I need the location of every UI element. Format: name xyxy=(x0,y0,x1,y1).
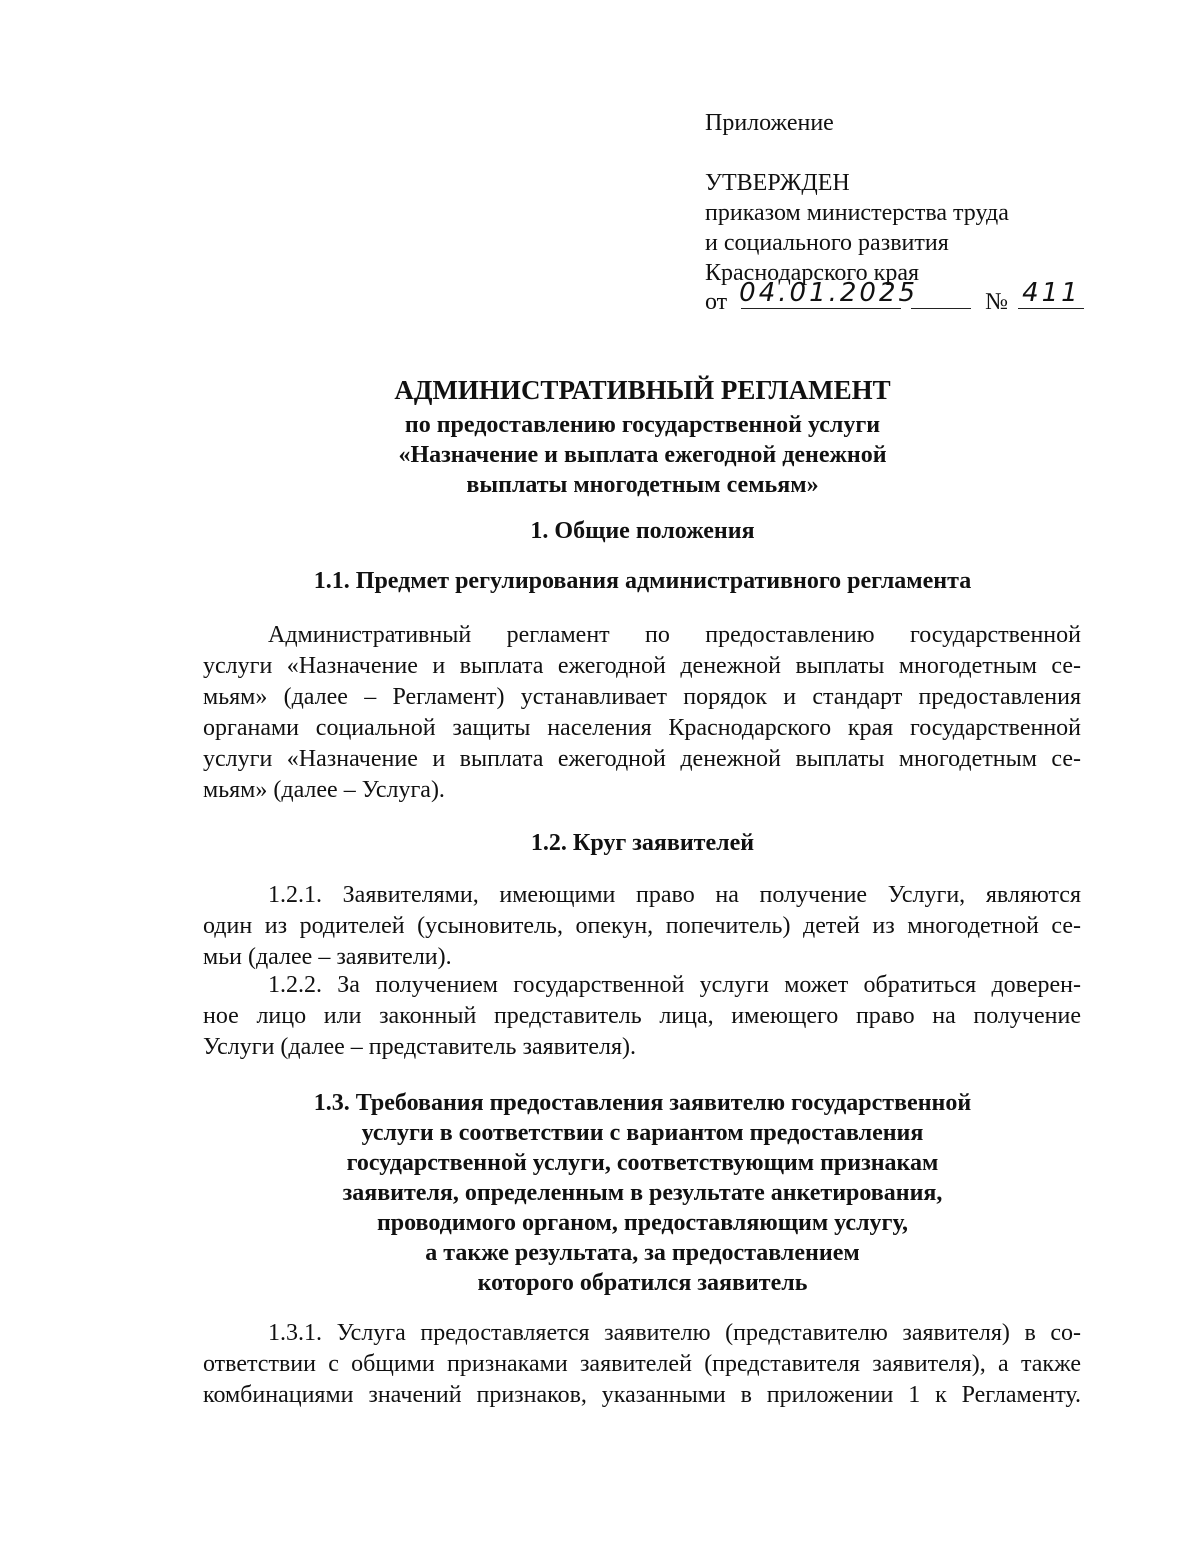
paragraph xyxy=(203,1318,1081,1411)
heading-line: заявителя, определенным в результате анкетирования, xyxy=(342,1180,943,1206)
approved-label: УТВЕРЖДЕН xyxy=(705,170,850,196)
number-underline xyxy=(1018,278,1084,309)
paragraph-line: ное лицо или законный представитель лица, имеющего право на получение xyxy=(203,1003,1081,1029)
approved-line: приказом министерства труда xyxy=(705,200,1009,226)
paragraph-line: 1.2.1. Заявителями, имеющими право на получение Услуги, являются xyxy=(268,882,1081,908)
section-heading: 1. Общие положения xyxy=(530,518,755,544)
paragraph-line: Услуги (далее – представитель заявителя). xyxy=(203,1034,636,1060)
paragraph-line: один из родителей (усыновитель, опекун, попечитель) детей из многодетной се- xyxy=(203,913,1081,939)
subsection-heading xyxy=(200,1088,1085,1298)
subtitle-line: по предоставлению государственной услуги xyxy=(404,412,881,438)
approval-block xyxy=(705,168,1009,288)
document-subtitle xyxy=(200,410,1085,500)
paragraph xyxy=(203,880,1081,973)
subsection-heading: 1.1. Предмет регулирования административного регламента xyxy=(313,568,972,594)
subsection-heading: 1.2. Круг заявителей xyxy=(530,830,755,856)
paragraph-line: услуги «Назначение и выплата ежегодной денежной выплаты многодетным се- xyxy=(203,653,1081,679)
paragraph-line: 1.2.2. За получением государственной услуги может обратиться доверен- xyxy=(268,972,1081,998)
number-label: № xyxy=(985,289,1009,315)
paragraph-line: ответствии с общими признаками заявителей (представителя заявителя), а также xyxy=(203,1351,1081,1377)
document-title: АДМИНИСТРАТИВНЫЙ РЕГЛАМЕНТ xyxy=(394,375,891,405)
paragraph-line: услуги «Назначение и выплата ежегодной денежной выплаты многодетным се- xyxy=(203,746,1081,772)
paragraph-line: комбинациями значений признаков, указанными в приложении 1 к Регламенту. xyxy=(203,1382,1081,1408)
handwritten-date: 04.01.2025 xyxy=(739,278,919,308)
heading-line: государственной услуги, соответствующим признакам xyxy=(346,1150,939,1176)
handwritten-number: 411 xyxy=(1022,278,1081,308)
approved-line: Краснодарского края xyxy=(705,260,920,286)
heading-line: услуги в соответствии с вариантом предоставления xyxy=(361,1120,924,1146)
paragraph-line: органами социальной защиты населения Краснодарского края государственной xyxy=(203,715,1081,741)
heading-line: проводимого органом, предоставляющим услугу, xyxy=(376,1210,909,1236)
order-date-number xyxy=(705,278,1084,316)
heading-line: 1.3. Требования предоставления заявителю государственной xyxy=(313,1090,972,1116)
paragraph-line: мьи (далее – заявители). xyxy=(203,944,452,970)
paragraph xyxy=(203,970,1081,1063)
from-label: от xyxy=(705,289,728,315)
paragraph-line: Административный регламент по предоставлению государственной xyxy=(268,622,1081,648)
blank-underline xyxy=(911,286,971,309)
paragraph-line: мьям» (далее – Услуга). xyxy=(203,777,445,803)
paragraph-line: мьям» (далее – Регламент) устанавливает порядок и стандарт предоставления xyxy=(203,684,1081,710)
approved-line: и социального развития xyxy=(705,230,949,256)
paragraph-line: 1.3.1. Услуга предоставляется заявителю (представителю заявителя) в со- xyxy=(268,1320,1081,1346)
paragraph xyxy=(203,620,1081,806)
date-underline xyxy=(739,278,919,309)
heading-line: а также результата, за предоставлением xyxy=(425,1240,860,1266)
subtitle-line: «Назначение и выплата ежегодной денежной xyxy=(398,442,887,468)
appendix-label: Приложение xyxy=(705,110,834,136)
subtitle-line: выплаты многодетным семьям» xyxy=(466,472,819,498)
heading-line: которого обратился заявитель xyxy=(477,1270,808,1296)
